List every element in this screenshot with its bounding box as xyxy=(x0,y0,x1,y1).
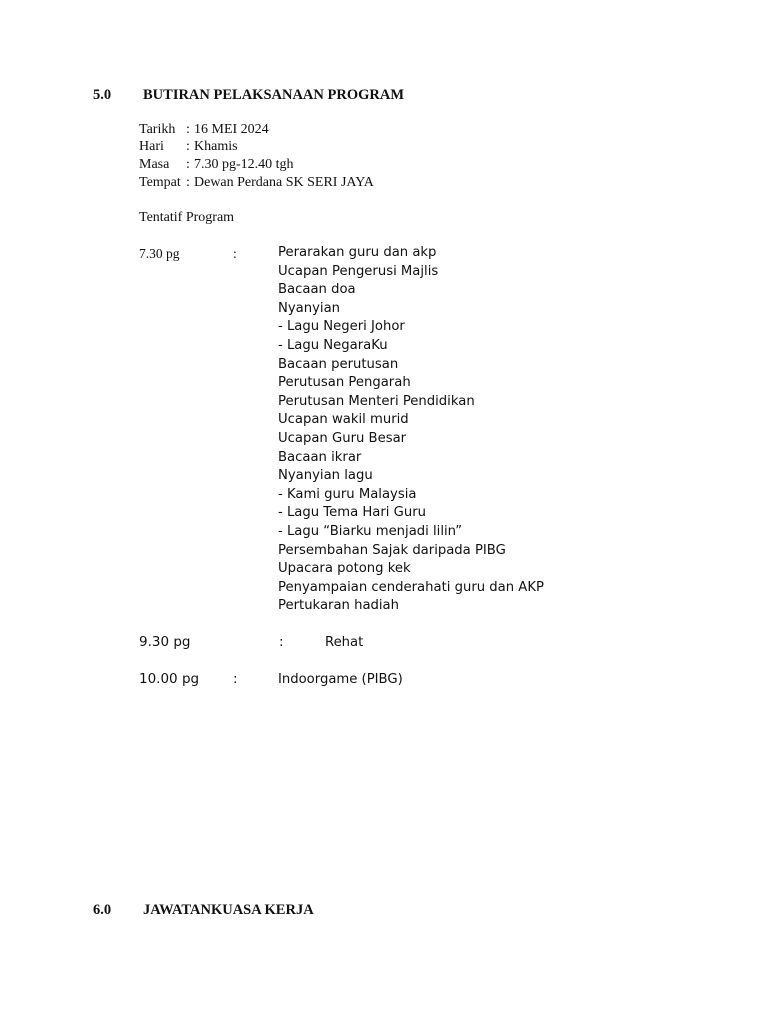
detail-label-day: Hari xyxy=(139,139,164,154)
list-item: Nyanyian lagu xyxy=(278,468,373,484)
schedule-activity: Indoorgame (PIBG) xyxy=(278,672,403,687)
list-item: Pertukaran hadiah xyxy=(278,598,399,614)
detail-label-venue: Tempat xyxy=(139,175,181,190)
list-item: Ucapan Guru Besar xyxy=(278,430,407,446)
list-item: - Kami guru Malaysia xyxy=(278,486,417,502)
list-item: Bacaan perutusan xyxy=(278,356,399,372)
list-item: - Lagu Negeri Johor xyxy=(278,319,405,335)
list-item: Perutusan Pengarah xyxy=(278,375,411,391)
detail-label-time: Masa xyxy=(139,157,170,172)
detail-label-date: Tarikh xyxy=(139,122,176,137)
schedule-colon: : xyxy=(233,671,238,687)
list-item: - Lagu Tema Hari Guru xyxy=(278,505,426,521)
detail-value-venue: Dewan Perdana SK SERI JAYA xyxy=(194,175,374,190)
detail-sep: : xyxy=(186,175,190,190)
tentatif-heading: Tentatif Program xyxy=(139,210,235,225)
list-item: Bacaan ikrar xyxy=(278,449,362,465)
detail-sep: : xyxy=(186,157,190,172)
list-item: Upacara potong kek xyxy=(278,561,411,577)
schedule-items xyxy=(278,244,544,616)
section-title: JAWATANKUASA KERJA xyxy=(143,902,314,918)
section-number: 5.0 xyxy=(93,87,112,103)
detail-value-time: 7.30 pg-12.40 tgh xyxy=(194,157,294,172)
section-title: BUTIRAN PELAKSANAAN PROGRAM xyxy=(143,87,405,103)
section-number: 6.0 xyxy=(93,902,112,918)
list-item: Nyanyian xyxy=(278,300,341,316)
detail-value-date: 16 MEI 2024 xyxy=(194,122,269,137)
list-item: Ucapan wakil murid xyxy=(278,412,409,428)
schedule-time: 10.00 pg xyxy=(139,671,200,687)
schedule-time: 9.30 pg xyxy=(139,634,191,650)
schedule-colon: : xyxy=(233,246,237,261)
schedule-activity: Rehat xyxy=(325,635,364,650)
list-item: - Lagu NegaraKu xyxy=(278,337,388,353)
list-item: Perarakan guru dan akp xyxy=(278,245,437,260)
list-item: Persembahan Sajak daripada PIBG xyxy=(278,542,506,558)
list-item: Bacaan doa xyxy=(278,282,356,298)
detail-value-day: Khamis xyxy=(194,139,238,154)
detail-sep: : xyxy=(186,139,190,154)
schedule-time: 7.30 pg xyxy=(139,246,180,261)
list-item: Ucapan Pengerusi Majlis xyxy=(278,263,439,279)
detail-sep: : xyxy=(186,122,190,137)
list-item: - Lagu “Biarku menjadi lilin” xyxy=(278,523,463,539)
list-item: Penyampaian cenderahati guru dan AKP xyxy=(278,579,544,595)
list-item: Perutusan Menteri Pendidikan xyxy=(278,393,475,409)
schedule-colon: : xyxy=(279,634,284,650)
